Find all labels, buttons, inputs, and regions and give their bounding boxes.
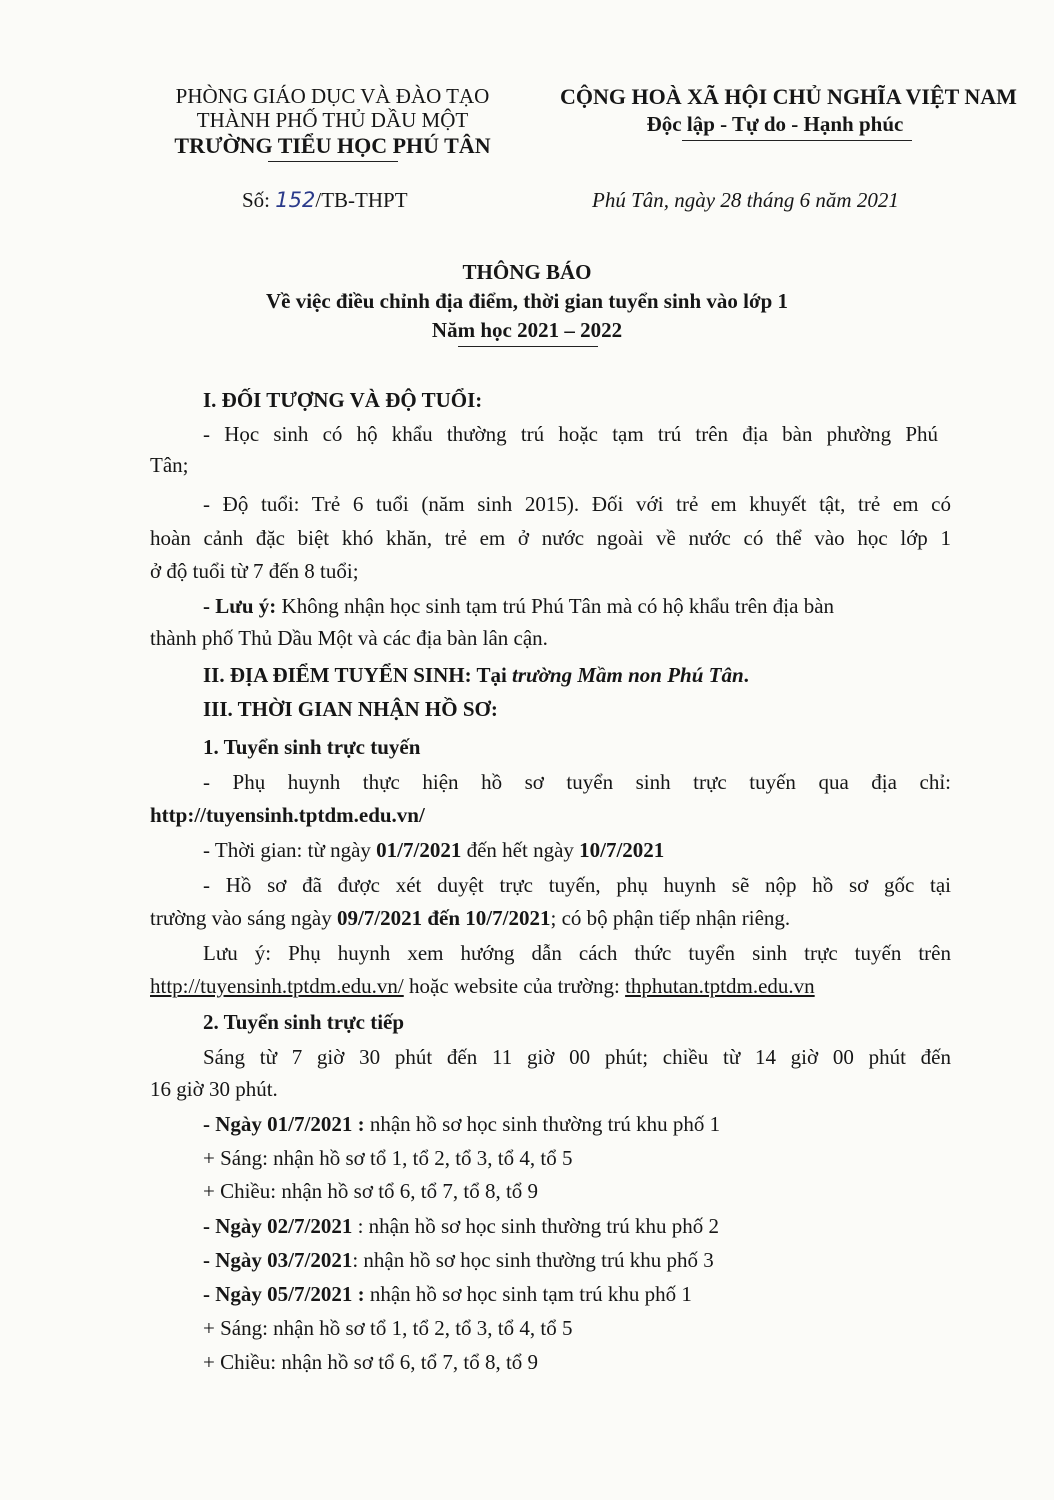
section-1-p2-line1: - Độ tuổi: Trẻ 6 tuổi (năm sinh 2015). Đối với trẻ em khuyết tật, trẻ em có bbox=[203, 492, 951, 516]
date-line: Phú Tân, ngày 28 tháng 6 năm 2021 bbox=[592, 188, 899, 212]
day-1-morning: + Sáng: nhận hồ sơ tổ 1, tổ 2, tổ 3, tổ 4, tổ 5 bbox=[203, 1146, 573, 1170]
section-1-p2-line3: ở độ tuổi từ 7 đến 8 tuổi; bbox=[150, 559, 359, 583]
section-2-heading: II. ĐỊA ĐIỂM TUYỂN SINH: Tại trường Mầm non Phú Tân. bbox=[203, 663, 749, 687]
motto: Độc lập - Tự do - Hạnh phúc bbox=[646, 112, 904, 136]
school-site-link[interactable]: thphutan.tptdm.edu.vn bbox=[625, 974, 815, 998]
school-name: TRƯỜNG TIỂU HỌC PHÚ TÂN bbox=[174, 133, 491, 158]
school-year: Năm học 2021 – 2022 bbox=[431, 318, 623, 342]
online-line3: - Hồ sơ đã được xét duyệt trực tuyến, phụ huynh sẽ nộp hồ sơ gốc tại bbox=[203, 873, 951, 897]
day-1-afternoon: + Chiều: nhận hồ sơ tổ 6, tổ 7, tổ 8, tổ 9 bbox=[203, 1179, 539, 1203]
school-underline bbox=[268, 161, 398, 162]
online-note-line2: http://tuyensinh.tptdm.edu.vn/ hoặc website của trường: thphutan.tptdm.edu.vn bbox=[150, 974, 815, 998]
day-4-morning: + Sáng: nhận hồ sơ tổ 1, tổ 2, tổ 3, tổ 4, tổ 5 bbox=[203, 1316, 573, 1340]
online-time: - Thời gian: từ ngày 01/7/2021 đến hết ngày 10/7/2021 bbox=[203, 838, 665, 862]
day-2: - Ngày 02/7/2021 : nhận hồ sơ học sinh thường trú khu phố 2 bbox=[203, 1214, 719, 1238]
section-1-p2-line2: hoàn cảnh đặc biệt khó khăn, trẻ em ở nước ngoài về nước có thể vào học lớp 1 bbox=[150, 526, 951, 550]
country-name: CỘNG HOÀ XÃ HỘI CHỦ NGHĨA VIỆT NAM bbox=[560, 84, 1017, 109]
section-1-p1-line2: Tân; bbox=[150, 453, 189, 477]
direct-hours: Sáng từ 7 giờ 30 phút đến 11 giờ 00 phút; chiều từ 14 giờ 00 phút đến bbox=[203, 1045, 951, 1069]
title-underline bbox=[458, 346, 598, 347]
note-url-link[interactable]: http://tuyensinh.tptdm.edu.vn/ bbox=[150, 974, 404, 998]
city-name: THÀNH PHỐ THỦ DẦU MỘT bbox=[196, 108, 469, 132]
section-1-p1-line1: - Học sinh có hộ khẩu thường trú hoặc tạm trú trên địa bàn phường Phú bbox=[203, 422, 938, 446]
online-line3-2: trường vào sáng ngày 09/7/2021 đến 10/7/2021; có bộ phận tiếp nhận riêng. bbox=[150, 906, 791, 930]
section-1-note-line2: thành phố Thủ Dầu Một và các địa bàn lân cận. bbox=[150, 626, 548, 650]
section-1-heading: I. ĐỐI TƯỢNG VÀ ĐỘ TUỔI: bbox=[203, 388, 483, 412]
motto-underline bbox=[682, 140, 912, 141]
day-4: - Ngày 05/7/2021 : nhận hồ sơ học sinh tạm trú khu phố 1 bbox=[203, 1282, 692, 1306]
online-line1: - Phụ huynh thực hiện hồ sơ tuyển sinh trực tuyến qua địa chỉ: bbox=[203, 770, 951, 794]
section-1-note: - Lưu ý: Không nhận học sinh tạm trú Phú Tân mà có hộ khẩu trên địa bàn bbox=[203, 594, 835, 618]
document-number: Số: 152/TB-THPT bbox=[242, 188, 408, 212]
section-3-heading: III. THỜI GIAN NHẬN HỒ SƠ: bbox=[203, 697, 498, 721]
day-1: - Ngày 01/7/2021 : nhận hồ sơ học sinh thường trú khu phố 1 bbox=[203, 1112, 721, 1136]
day-3: - Ngày 03/7/2021: nhận hồ sơ học sinh thường trú khu phố 3 bbox=[203, 1248, 714, 1272]
online-note: Lưu ý: Phụ huynh xem hướng dẫn cách thức tuyển sinh trực tuyến trên bbox=[203, 941, 951, 965]
day-4-afternoon: + Chiều: nhận hồ sơ tổ 6, tổ 7, tổ 8, tổ 9 bbox=[203, 1350, 539, 1374]
handwritten-number: 152 bbox=[275, 188, 316, 212]
document-title: THÔNG BÁO bbox=[462, 260, 592, 284]
online-url[interactable]: http://tuyensinh.tptdm.edu.vn/ bbox=[150, 803, 425, 827]
online-heading: 1. Tuyển sinh trực tuyến bbox=[203, 735, 421, 759]
direct-hours-line2: 16 giờ 30 phút. bbox=[150, 1077, 278, 1101]
direct-heading: 2. Tuyển sinh trực tiếp bbox=[203, 1010, 405, 1034]
ministry-name: PHÒNG GIÁO DỤC VÀ ĐÀO TẠO bbox=[175, 84, 490, 108]
document-subtitle: Về việc điều chỉnh địa điểm, thời gian tuyển sinh vào lớp 1 bbox=[265, 289, 789, 313]
